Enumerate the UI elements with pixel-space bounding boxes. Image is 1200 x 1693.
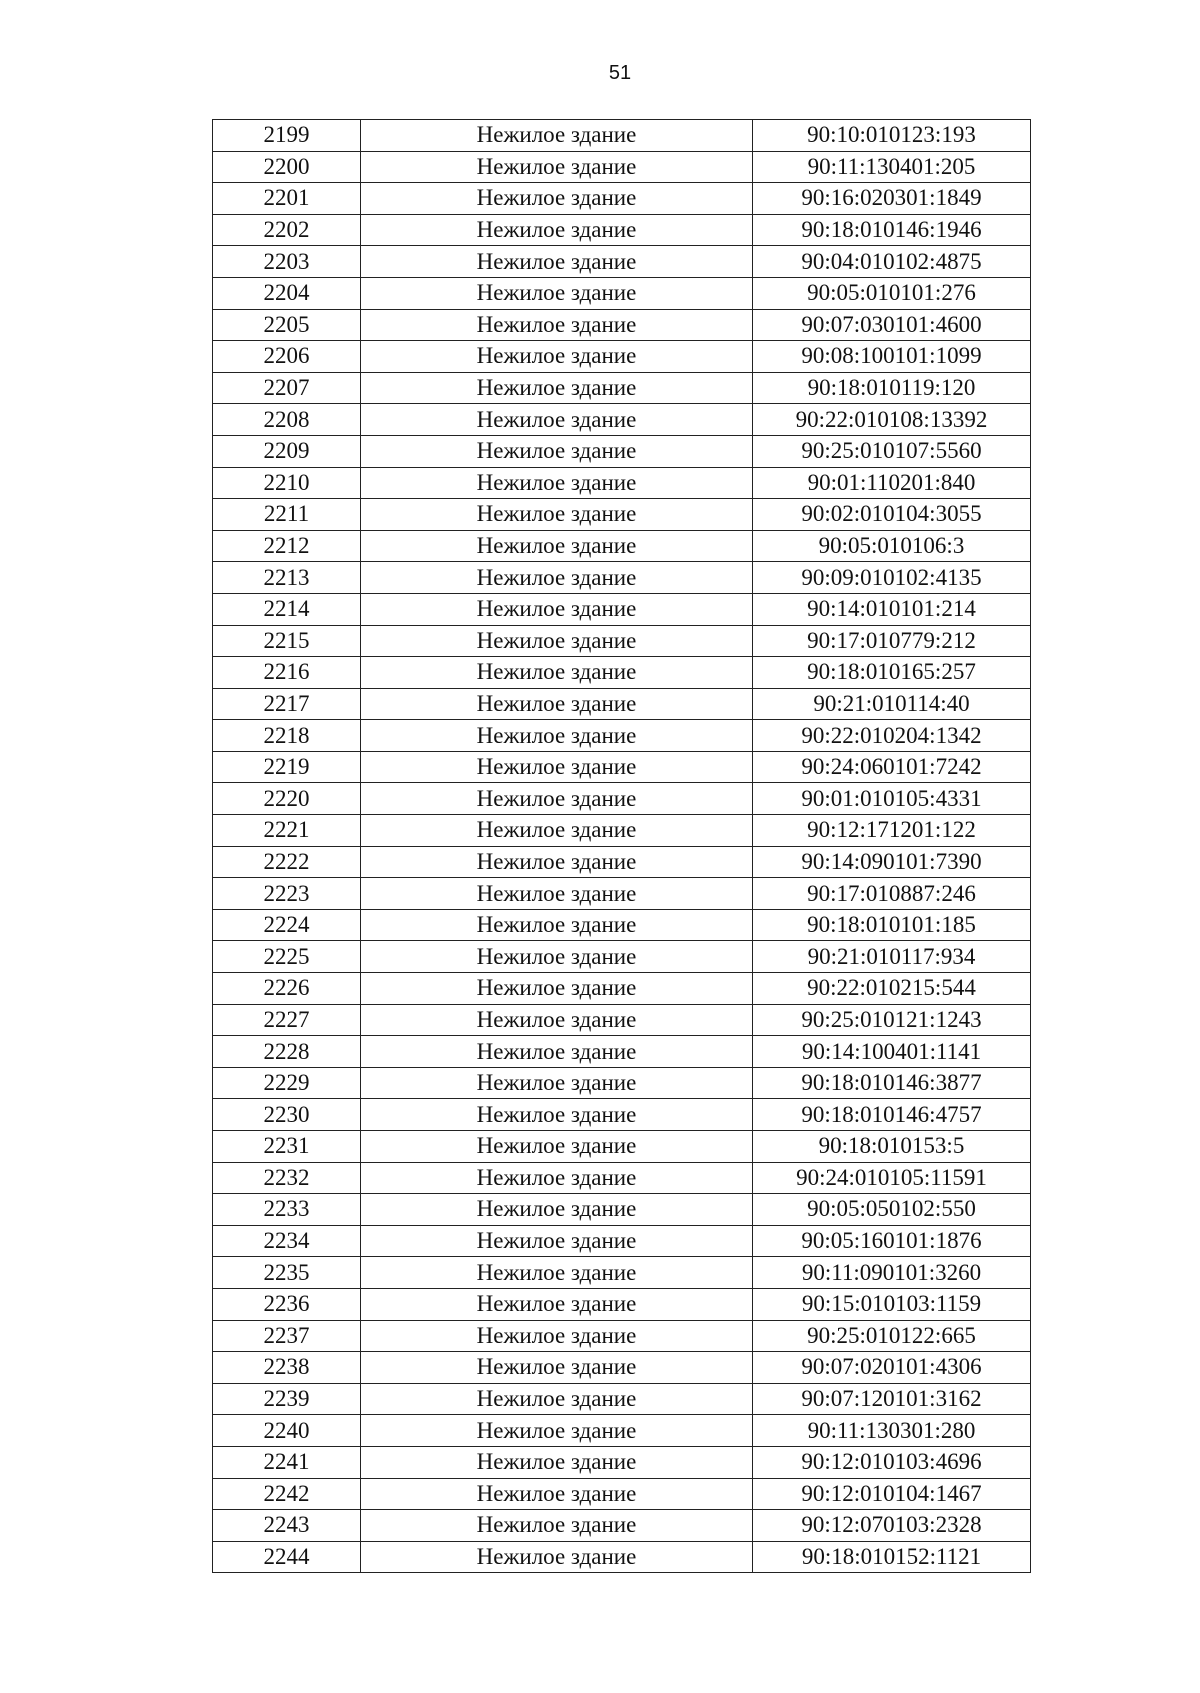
row-number-cell: 2217 <box>213 688 361 720</box>
object-type-cell: Нежилое здание <box>361 372 753 404</box>
cadastral-number-cell: 90:18:010119:120 <box>753 372 1031 404</box>
table-row <box>213 151 1031 183</box>
table-row <box>213 1510 1031 1542</box>
table-body <box>213 120 1031 1573</box>
table-row <box>213 815 1031 847</box>
row-number-cell: 2233 <box>213 1194 361 1226</box>
table-row <box>213 593 1031 625</box>
table-row <box>213 372 1031 404</box>
cadastral-number-cell: 90:24:010105:11591 <box>753 1162 1031 1194</box>
row-number-cell: 2204 <box>213 277 361 309</box>
row-number-cell: 2207 <box>213 372 361 404</box>
object-type-cell: Нежилое здание <box>361 846 753 878</box>
row-number-cell: 2241 <box>213 1446 361 1478</box>
cadastral-number-cell: 90:05:010101:276 <box>753 277 1031 309</box>
cadastral-number-cell: 90:12:171201:122 <box>753 815 1031 847</box>
cadastral-number-cell: 90:09:010102:4135 <box>753 562 1031 594</box>
object-type-cell: Нежилое здание <box>361 341 753 373</box>
table-row <box>213 1099 1031 1131</box>
table-row <box>213 530 1031 562</box>
row-number-cell: 2236 <box>213 1288 361 1320</box>
cadastral-number-cell: 90:18:010152:1121 <box>753 1541 1031 1573</box>
object-type-cell: Нежилое здание <box>361 783 753 815</box>
object-type-cell: Нежилое здание <box>361 277 753 309</box>
table-row <box>213 1352 1031 1384</box>
row-number-cell: 2210 <box>213 467 361 499</box>
cadastral-number-cell: 90:15:010103:1159 <box>753 1288 1031 1320</box>
row-number-cell: 2205 <box>213 309 361 341</box>
table-row <box>213 657 1031 689</box>
row-number-cell: 2229 <box>213 1067 361 1099</box>
object-type-cell: Нежилое здание <box>361 435 753 467</box>
table-row <box>213 1194 1031 1226</box>
object-type-cell: Нежилое здание <box>361 1067 753 1099</box>
object-type-cell: Нежилое здание <box>361 1004 753 1036</box>
row-number-cell: 2201 <box>213 183 361 215</box>
object-type-cell: Нежилое здание <box>361 625 753 657</box>
row-number-cell: 2200 <box>213 151 361 183</box>
table-row <box>213 1415 1031 1447</box>
cadastral-number-cell: 90:22:010204:1342 <box>753 720 1031 752</box>
row-number-cell: 2219 <box>213 751 361 783</box>
object-type-cell: Нежилое здание <box>361 909 753 941</box>
object-type-cell: Нежилое здание <box>361 183 753 215</box>
table-row <box>213 277 1031 309</box>
row-number-cell: 2243 <box>213 1510 361 1542</box>
cadastral-number-cell: 90:18:010146:4757 <box>753 1099 1031 1131</box>
row-number-cell: 2238 <box>213 1352 361 1384</box>
row-number-cell: 2237 <box>213 1320 361 1352</box>
cadastral-number-cell: 90:05:050102:550 <box>753 1194 1031 1226</box>
table-row <box>213 1162 1031 1194</box>
table-row <box>213 1036 1031 1068</box>
row-number-cell: 2232 <box>213 1162 361 1194</box>
object-type-cell: Нежилое здание <box>361 1194 753 1226</box>
cadastral-number-cell: 90:05:160101:1876 <box>753 1225 1031 1257</box>
object-type-cell: Нежилое здание <box>361 1352 753 1384</box>
table-row <box>213 499 1031 531</box>
table-row <box>213 183 1031 215</box>
table-row <box>213 1541 1031 1573</box>
table-row <box>213 1288 1031 1320</box>
object-type-cell: Нежилое здание <box>361 530 753 562</box>
row-number-cell: 2225 <box>213 941 361 973</box>
table-row <box>213 404 1031 436</box>
row-number-cell: 2227 <box>213 1004 361 1036</box>
cadastral-number-cell: 90:14:090101:7390 <box>753 846 1031 878</box>
object-type-cell: Нежилое здание <box>361 562 753 594</box>
table-row <box>213 562 1031 594</box>
table-row <box>213 1004 1031 1036</box>
row-number-cell: 2209 <box>213 435 361 467</box>
property-table <box>212 119 1031 1573</box>
row-number-cell: 2211 <box>213 499 361 531</box>
table-row <box>213 309 1031 341</box>
object-type-cell: Нежилое здание <box>361 1036 753 1068</box>
cadastral-number-cell: 90:05:010106:3 <box>753 530 1031 562</box>
object-type-cell: Нежилое здание <box>361 1510 753 1542</box>
table-row <box>213 909 1031 941</box>
table-row <box>213 878 1031 910</box>
row-number-cell: 2220 <box>213 783 361 815</box>
page-number: 51 <box>608 62 632 84</box>
table-row <box>213 1067 1031 1099</box>
object-type-cell: Нежилое здание <box>361 1288 753 1320</box>
cadastral-number-cell: 90:11:090101:3260 <box>753 1257 1031 1289</box>
cadastral-number-cell: 90:14:100401:1141 <box>753 1036 1031 1068</box>
table-row <box>213 341 1031 373</box>
cadastral-number-cell: 90:07:020101:4306 <box>753 1352 1031 1384</box>
row-number-cell: 2235 <box>213 1257 361 1289</box>
cadastral-number-cell: 90:01:010105:4331 <box>753 783 1031 815</box>
row-number-cell: 2199 <box>213 120 361 152</box>
table-row <box>213 120 1031 152</box>
row-number-cell: 2222 <box>213 846 361 878</box>
table-row <box>213 214 1031 246</box>
row-number-cell: 2216 <box>213 657 361 689</box>
table-row <box>213 1257 1031 1289</box>
row-number-cell: 2231 <box>213 1131 361 1163</box>
cadastral-number-cell: 90:11:130401:205 <box>753 151 1031 183</box>
table-row <box>213 467 1031 499</box>
table-row <box>213 1478 1031 1510</box>
row-number-cell: 2239 <box>213 1383 361 1415</box>
cadastral-number-cell: 90:25:010121:1243 <box>753 1004 1031 1036</box>
object-type-cell: Нежилое здание <box>361 467 753 499</box>
object-type-cell: Нежилое здание <box>361 214 753 246</box>
cadastral-number-cell: 90:01:110201:840 <box>753 467 1031 499</box>
cadastral-number-cell: 90:22:010108:13392 <box>753 404 1031 436</box>
row-number-cell: 2242 <box>213 1478 361 1510</box>
cadastral-number-cell: 90:12:010103:4696 <box>753 1446 1031 1478</box>
table-row <box>213 435 1031 467</box>
row-number-cell: 2218 <box>213 720 361 752</box>
object-type-cell: Нежилое здание <box>361 1320 753 1352</box>
row-number-cell: 2208 <box>213 404 361 436</box>
row-number-cell: 2228 <box>213 1036 361 1068</box>
object-type-cell: Нежилое здание <box>361 1131 753 1163</box>
row-number-cell: 2234 <box>213 1225 361 1257</box>
object-type-cell: Нежилое здание <box>361 720 753 752</box>
object-type-cell: Нежилое здание <box>361 688 753 720</box>
object-type-cell: Нежилое здание <box>361 499 753 531</box>
row-number-cell: 2230 <box>213 1099 361 1131</box>
row-number-cell: 2240 <box>213 1415 361 1447</box>
object-type-cell: Нежилое здание <box>361 657 753 689</box>
cadastral-number-cell: 90:02:010104:3055 <box>753 499 1031 531</box>
object-type-cell: Нежилое здание <box>361 815 753 847</box>
table-row <box>213 783 1031 815</box>
cadastral-number-cell: 90:18:010146:3877 <box>753 1067 1031 1099</box>
table-row <box>213 720 1031 752</box>
cadastral-number-cell: 90:25:010107:5560 <box>753 435 1031 467</box>
row-number-cell: 2244 <box>213 1541 361 1573</box>
cadastral-number-cell: 90:07:030101:4600 <box>753 309 1031 341</box>
table-row <box>213 973 1031 1005</box>
table-row <box>213 1383 1031 1415</box>
cadastral-number-cell: 90:25:010122:665 <box>753 1320 1031 1352</box>
cadastral-number-cell: 90:22:010215:544 <box>753 973 1031 1005</box>
table-row <box>213 1320 1031 1352</box>
table-row <box>213 1225 1031 1257</box>
object-type-cell: Нежилое здание <box>361 1415 753 1447</box>
object-type-cell: Нежилое здание <box>361 1257 753 1289</box>
table-row <box>213 625 1031 657</box>
row-number-cell: 2212 <box>213 530 361 562</box>
row-number-cell: 2221 <box>213 815 361 847</box>
cadastral-number-cell: 90:21:010117:934 <box>753 941 1031 973</box>
row-number-cell: 2226 <box>213 973 361 1005</box>
cadastral-number-cell: 90:07:120101:3162 <box>753 1383 1031 1415</box>
object-type-cell: Нежилое здание <box>361 246 753 278</box>
cadastral-number-cell: 90:12:070103:2328 <box>753 1510 1031 1542</box>
row-number-cell: 2214 <box>213 593 361 625</box>
table-row <box>213 846 1031 878</box>
object-type-cell: Нежилое здание <box>361 1099 753 1131</box>
cadastral-number-cell: 90:17:010779:212 <box>753 625 1031 657</box>
cadastral-number-cell: 90:12:010104:1467 <box>753 1478 1031 1510</box>
row-number-cell: 2224 <box>213 909 361 941</box>
row-number-cell: 2215 <box>213 625 361 657</box>
table-row <box>213 1131 1031 1163</box>
cadastral-number-cell: 90:18:010165:257 <box>753 657 1031 689</box>
cadastral-number-cell: 90:18:010101:185 <box>753 909 1031 941</box>
object-type-cell: Нежилое здание <box>361 1162 753 1194</box>
object-type-cell: Нежилое здание <box>361 973 753 1005</box>
cadastral-number-cell: 90:18:010153:5 <box>753 1131 1031 1163</box>
table-row <box>213 246 1031 278</box>
table-row <box>213 941 1031 973</box>
cadastral-number-cell: 90:24:060101:7242 <box>753 751 1031 783</box>
object-type-cell: Нежилое здание <box>361 1383 753 1415</box>
cadastral-number-cell: 90:08:100101:1099 <box>753 341 1031 373</box>
table-row <box>213 1446 1031 1478</box>
object-type-cell: Нежилое здание <box>361 120 753 152</box>
cadastral-number-cell: 90:14:010101:214 <box>753 593 1031 625</box>
cadastral-number-cell: 90:16:020301:1849 <box>753 183 1031 215</box>
cadastral-number-cell: 90:11:130301:280 <box>753 1415 1031 1447</box>
cadastral-number-cell: 90:10:010123:193 <box>753 120 1031 152</box>
cadastral-number-cell: 90:17:010887:246 <box>753 878 1031 910</box>
cadastral-number-cell: 90:18:010146:1946 <box>753 214 1031 246</box>
row-number-cell: 2203 <box>213 246 361 278</box>
object-type-cell: Нежилое здание <box>361 151 753 183</box>
object-type-cell: Нежилое здание <box>361 404 753 436</box>
object-type-cell: Нежилое здание <box>361 751 753 783</box>
table-row <box>213 751 1031 783</box>
cadastral-number-cell: 90:21:010114:40 <box>753 688 1031 720</box>
object-type-cell: Нежилое здание <box>361 941 753 973</box>
object-type-cell: Нежилое здание <box>361 1541 753 1573</box>
object-type-cell: Нежилое здание <box>361 309 753 341</box>
row-number-cell: 2223 <box>213 878 361 910</box>
object-type-cell: Нежилое здание <box>361 1446 753 1478</box>
object-type-cell: Нежилое здание <box>361 878 753 910</box>
object-type-cell: Нежилое здание <box>361 593 753 625</box>
table-row <box>213 688 1031 720</box>
cadastral-number-cell: 90:04:010102:4875 <box>753 246 1031 278</box>
row-number-cell: 2206 <box>213 341 361 373</box>
object-type-cell: Нежилое здание <box>361 1225 753 1257</box>
row-number-cell: 2202 <box>213 214 361 246</box>
row-number-cell: 2213 <box>213 562 361 594</box>
object-type-cell: Нежилое здание <box>361 1478 753 1510</box>
